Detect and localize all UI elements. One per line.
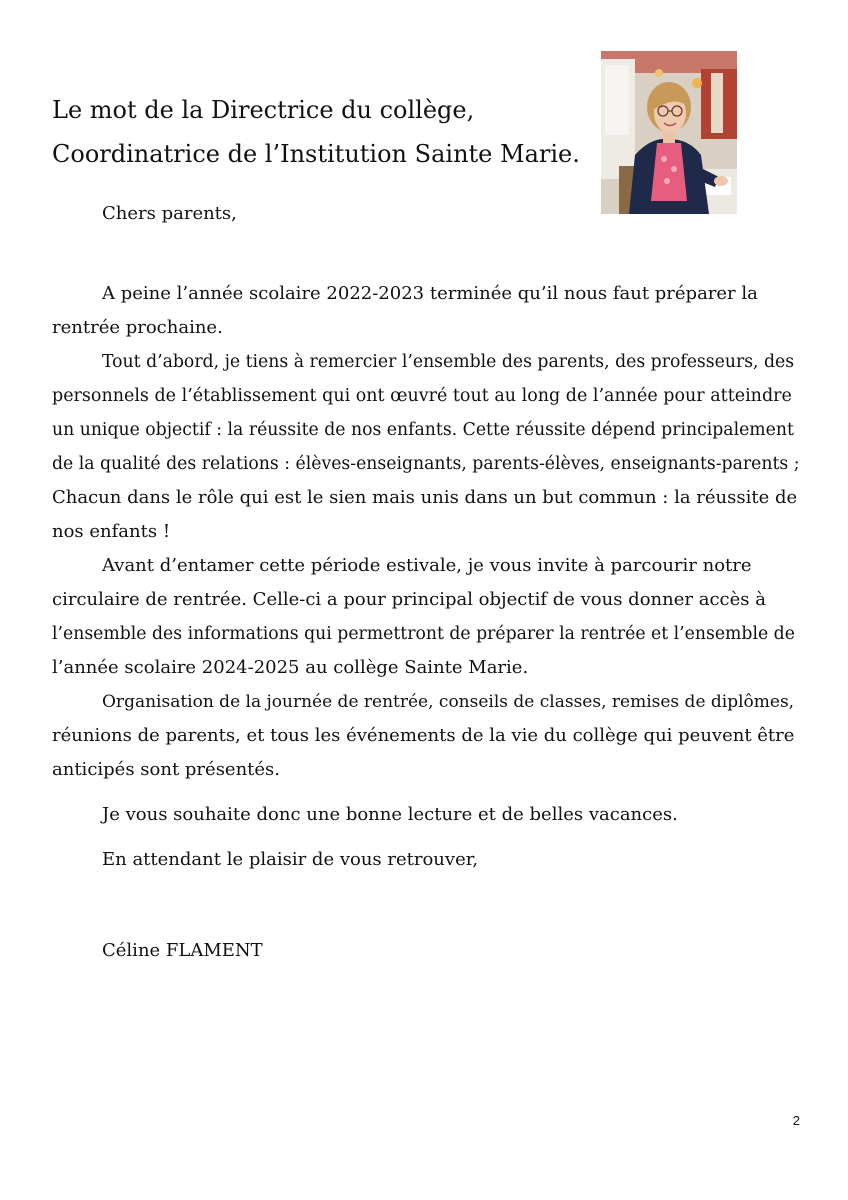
paragraph-5: Je vous souhaite donc une bonne lecture et de belles vacances. [102, 804, 678, 825]
paragraph-4-line-1: Organisation de la journée de rentrée, conseils de classes, remises de diplômes, [102, 692, 795, 712]
paragraph-2-line-3: un unique objectif : la réussite de nos enfants. Cette réussite dépend principalement [52, 420, 794, 440]
page-title-line-2: Coordinatrice de l’Institution Sainte Marie. [52, 140, 580, 168]
paragraph-4-line-2: réunions de parents, et tous les événements de la vie du collège qui peuvent être [52, 725, 795, 746]
letter-greeting: Chers parents, [102, 203, 237, 224]
paragraph-2-line-2: personnels de l’établissement qui ont œuvré tout au long de l’année pour atteindre [52, 386, 792, 406]
portrait-photo-icon [601, 51, 737, 214]
paragraph-3-line-3: l’ensemble des informations qui permettront de préparer la rentrée et l’ensemble de [52, 624, 795, 644]
page-number: 2 [792, 1113, 800, 1128]
paragraph-4-line-3: anticipés sont présentés. [52, 759, 281, 780]
page-title-line-1: Le mot de la Directrice du collège, [52, 96, 475, 124]
paragraph-3-line-4: l’année scolaire 2024-2025 au collège Sainte Marie. [52, 657, 529, 678]
paragraph-6: En attendant le plaisir de vous retrouver, [102, 849, 479, 870]
paragraph-3-line-2: circulaire de rentrée. Celle-ci a pour principal objectif de vous donner accès à [52, 589, 766, 610]
paragraph-2-line-4: de la qualité des relations : élèves-enseignants, parents-élèves, enseignants-parents ; [52, 454, 800, 474]
paragraph-2-line-5: Chacun dans le rôle qui est le sien mais unis dans un but commun : la réussite de [52, 487, 798, 508]
paragraph-1-line-2: rentrée prochaine. [52, 317, 223, 338]
signature: Céline FLAMENT [102, 940, 263, 961]
paragraph-1-line-1: A peine l’année scolaire 2022-2023 terminée qu’il nous faut préparer la [102, 283, 758, 304]
paragraph-2-line-1: Tout d’abord, je tiens à remercier l’ensemble des parents, des professeurs, des [102, 352, 795, 372]
paragraph-3-line-1: Avant d’entamer cette période estivale, je vous invite à parcourir notre [102, 555, 752, 576]
paragraph-2-line-6: nos enfants ! [52, 521, 171, 542]
